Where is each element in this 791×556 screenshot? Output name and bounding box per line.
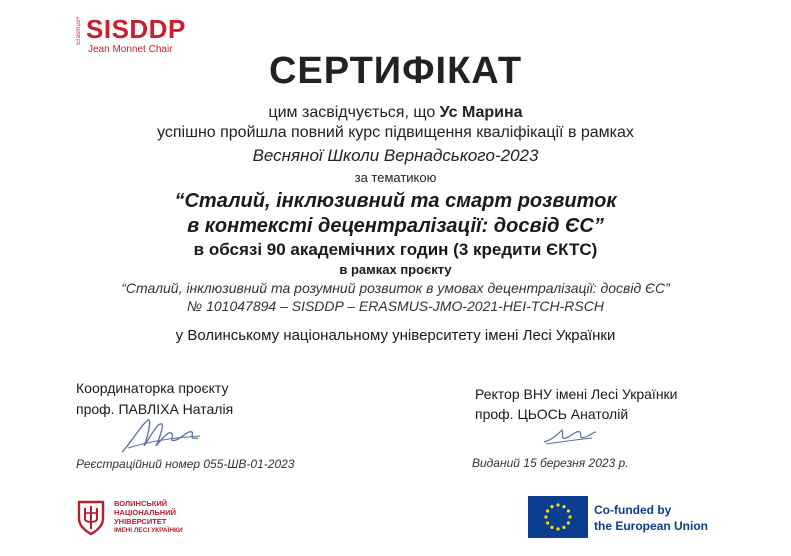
university-logo [76,499,226,541]
eu-line-2: the European Union [594,519,708,533]
project-title: “Сталий, інклюзивний та розумний розвиток в умовах децентралізації: досвід ЄС” [121,280,670,296]
university-emblem-icon [76,499,106,537]
university-line: у Волинському національному університету імені Лесі Українки [175,327,616,344]
university-logo-line-2: НАЦІОНАЛЬНИЙ [114,508,177,517]
university-logo-line-3: УНІВЕРСИТЕТ [114,517,167,526]
eu-line-1: Co-funded by [594,503,672,517]
school-name: Весняної Школи Вернадського-2023 [252,146,539,165]
jean-monnet-chair-label: Jean Monnet Chair [88,44,173,55]
university-logo-line-4: ІМЕНІ ЛЕСІ УКРАЇНКИ [114,527,183,534]
project-heading: в рамках проєкту [339,262,452,277]
rector-signature [538,420,598,448]
rector-name: проф. ЦЬОСЬ Анатолій [475,406,629,422]
certify-prefix: цим засвідчується, що [268,104,440,121]
eu-cofunded-logo [528,496,728,540]
topic-line-2: в контексті децентралізації: досвід ЄС” [187,215,604,237]
university-logo-line-1: ВОЛИНСЬКИЙ [114,499,168,508]
registration-number: Реєстраційний номер 055-ШВ-01-2023 [76,457,295,471]
coordinator-name: проф. ПАВЛІХА Наталія [76,401,234,417]
certificate-title: СЕРТИФІКАТ [268,50,523,92]
recipient-name: Ус Марина [439,104,523,121]
completion-line: успішно пройшла повний курс підвищення кваліфікації в рамках [157,124,634,141]
hours-line: в обсязі 90 академічних годин (3 кредити ЄКТС) [193,240,598,259]
certify-line [0,104,791,122]
topic-line-1: “Сталий, інклюзивний та смарт розвиток [174,190,617,212]
issue-date: Виданий 15 березня 2023 р. [472,456,629,470]
coordinator-signature [118,412,208,458]
sisddp-wordmark: SISDDP [86,14,186,44]
project-number: № 101047894 – SISDDP – ERASMUS-JMO-2021-HEI-TCH-RSCH [187,298,604,314]
rector-role: Ректор ВНУ імені Лесі Українки [475,386,678,402]
eu-flag-icon [528,496,588,538]
topic-intro: за тематикою [354,170,437,185]
coordinator-role: Координаторка проєкту [76,380,229,396]
erasmus-label: Erasmus+ [76,16,82,45]
